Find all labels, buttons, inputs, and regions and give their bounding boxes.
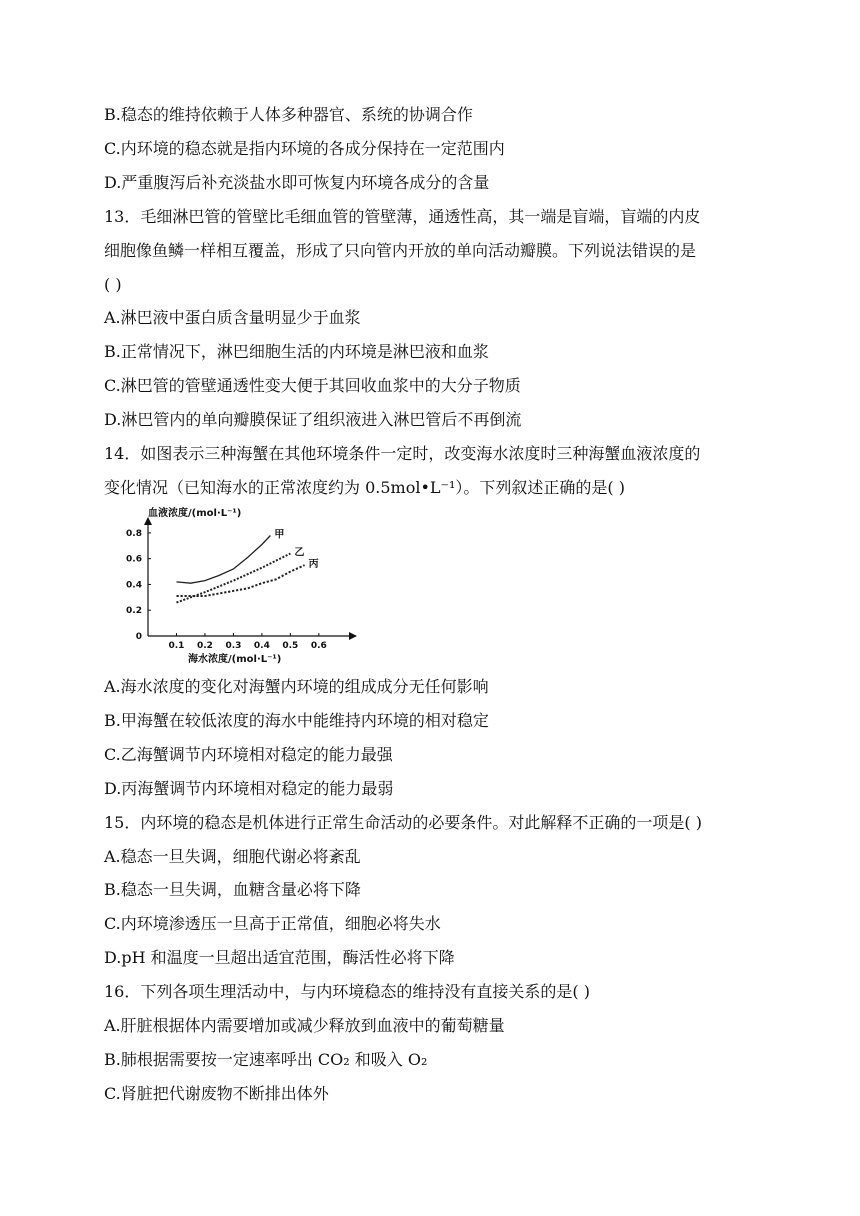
text-line: 15．内环境的稳态是机体进行正常生命活动的必要条件。对此解释不正确的一项是( ) — [104, 812, 702, 832]
text-line: A.淋巴液中蛋白质含量明显少于血浆 — [104, 308, 361, 328]
text-line: C.肾脏把代谢废物不断排出体外 — [104, 1083, 329, 1103]
chart-series — [177, 528, 319, 602]
y-tick-label: 0.6 — [126, 554, 142, 565]
text-line: C.淋巴管的管壁通透性变大便于其回收血浆中的大分子物质 — [104, 376, 521, 396]
text-line: D.严重腹泻后补充淡盐水即可恢复内环境各成分的含量 — [104, 172, 490, 192]
x-tick-label: 0.2 — [196, 641, 213, 651]
x-tick-label: 0.1 — [168, 641, 185, 651]
text-line: 13．毛细淋巴管的管壁比毛细血管的管壁薄，通透性高，其一端是盲端，盲端的内皮 — [104, 206, 701, 226]
series-label: 丙 — [308, 559, 319, 571]
series-label: 乙 — [294, 547, 305, 559]
text-line: 14．如图表示三种海蟹在其他环境条件一定时，改变海水浓度时三种海蟹血液浓度的 — [104, 444, 701, 463]
text-line: D.丙海蟹调节内环境相对稳定的能力最弱 — [104, 778, 394, 798]
text-line: B.甲海蟹在较低浓度的海水中能维持内环境的相对稳定 — [104, 710, 489, 730]
text-line: D.淋巴管内的单向瓣膜保证了组织液进入淋巴管后不再倒流 — [104, 410, 522, 430]
text-line: 16．下列各项生理活动中，与内环境稳态的维持没有直接关系的是( ) — [104, 982, 590, 1002]
series-label: 甲 — [274, 529, 285, 541]
x-tick-label: 0.4 — [253, 641, 270, 651]
text-line: A.稳态一旦失调，细胞代谢必将紊乱 — [104, 846, 361, 866]
crab-blood-concentration-chart — [118, 502, 368, 668]
y-tick-label: 0.4 — [126, 580, 142, 591]
text-line: A.肝脏根据体内需要增加或减少释放到血液中的葡萄糖量 — [104, 1016, 505, 1035]
text-line: 细胞像鱼鳞一样相互覆盖，形成了只向管内开放的单向活动瓣膜。下列说法错误的是 — [104, 240, 697, 260]
y-tick-label: 0 — [135, 632, 142, 642]
text-line: B.稳态的维持依赖于人体多种器官、系统的协调合作 — [104, 105, 473, 124]
text-line: ( ) — [104, 274, 122, 294]
text-line: B.肺根据需要按一定速率呼出 CO₂ 和吸入 O₂ — [104, 1049, 428, 1069]
y-tick-label: 0.2 — [126, 606, 142, 617]
text-line: C.内环境的稳态就是指内环境的各成分保持在一定范围内 — [104, 138, 505, 158]
x-tick-label: 0.6 — [310, 641, 327, 651]
text-line: A.海水浓度的变化对海蟹内环境的组成成分无任何影响 — [104, 677, 489, 696]
y-tick-label: 0.8 — [126, 528, 142, 539]
text-line: B.正常情况下，淋巴细胞生活的内环境是淋巴液和血浆 — [104, 342, 489, 362]
chart-axes — [126, 518, 356, 651]
text-line: B.稳态一旦失调，血糖含量必将下降 — [104, 880, 361, 900]
series-line — [177, 565, 305, 596]
x-tick-label: 0.5 — [282, 641, 299, 651]
text-line: D.pH 和温度一旦超出适宜范围，酶活性必将下降 — [104, 948, 455, 968]
series-line — [177, 536, 271, 584]
text-line: 变化情况（已知海水的正常浓度约为 0.5mol•L⁻¹）。下列叙述正确的是( ) — [104, 477, 625, 497]
text-line: C.乙海蟹调节内环境相对稳定的能力最强 — [104, 744, 393, 764]
x-tick-label: 0.3 — [225, 641, 242, 651]
x-axis-label: 海水浓度/(mol·L⁻¹) — [188, 654, 282, 665]
y-axis-label: 血液浓度/(mol·L⁻¹) — [148, 508, 242, 519]
text-line: C.内环境渗透压一旦高于正常值，细胞必将失水 — [104, 914, 441, 934]
